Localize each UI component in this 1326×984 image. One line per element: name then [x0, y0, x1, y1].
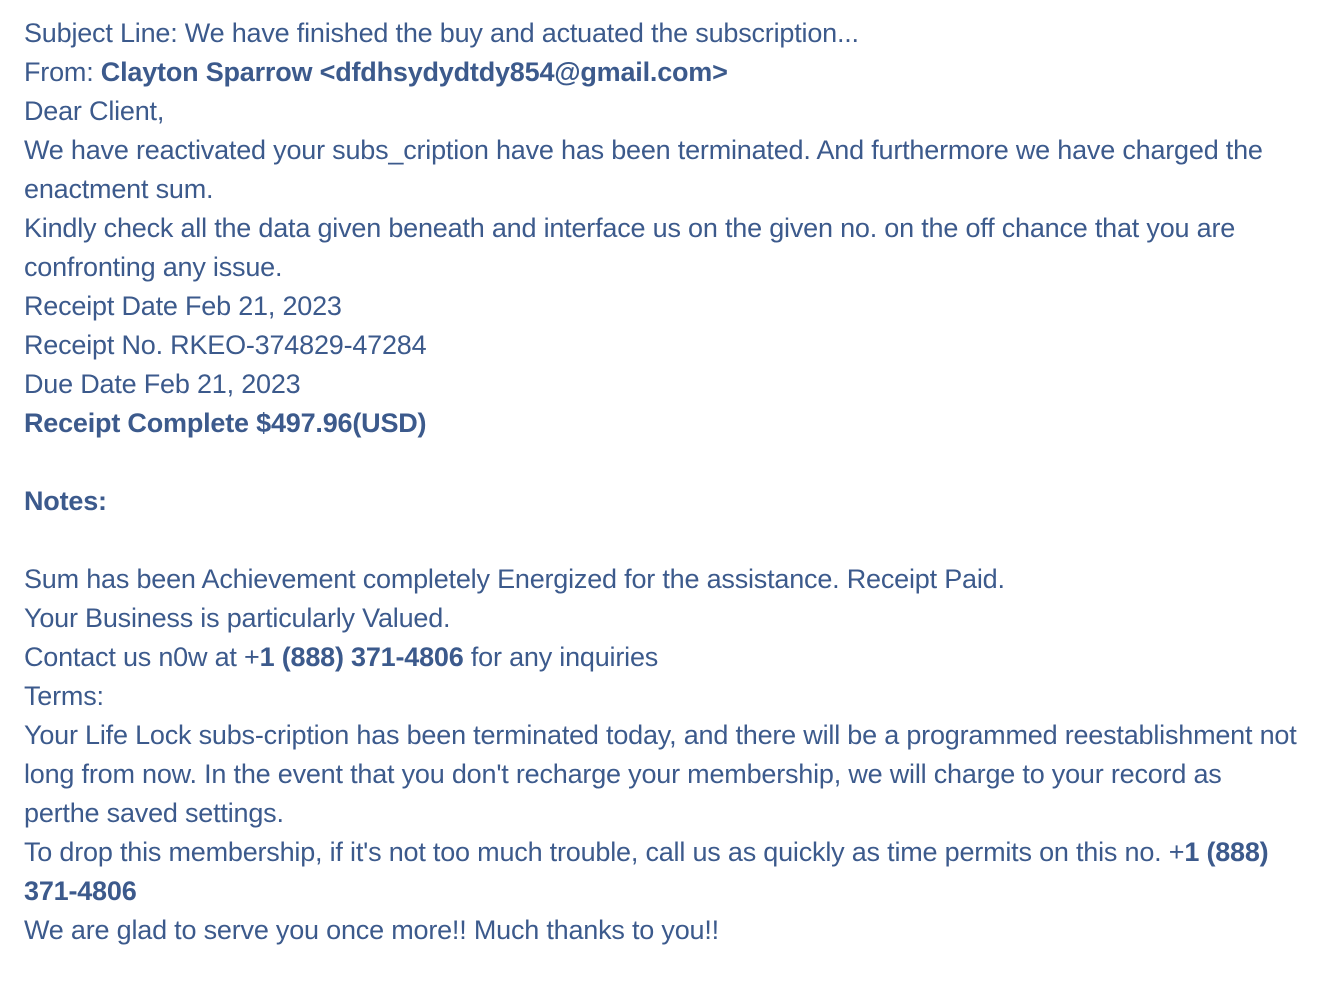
- terms-heading: Terms:: [24, 681, 104, 711]
- contact-prefix: Contact us n0w at +: [24, 642, 260, 672]
- terms-paragraph: Your Life Lock subs-cription has been terminated today, and there will be a programmed reestablishment not long from now. In the event that you don't recharge your membership, we will charge to your record as perthe saved settings.: [24, 720, 1304, 828]
- contact-line: [24, 638, 1302, 677]
- greeting: Dear Client,: [24, 96, 165, 126]
- spacer: [24, 521, 1302, 560]
- note-valued: Your Business is particularly Valued.: [24, 603, 451, 633]
- spacer: [24, 443, 1302, 482]
- paragraph-check-data: Kindly check all the data given beneath and interface us on the given no. on the off chance that you are confronting any issue.: [24, 213, 1243, 282]
- subject-line: Subject Line: We have finished the buy and actuated the subscription...: [24, 18, 859, 48]
- cancel-phone: 1 (888) 371-4806: [24, 837, 1276, 906]
- from-label: From:: [24, 57, 101, 87]
- receipt-total: Receipt Complete $497.96(USD): [24, 408, 427, 438]
- cancel-instructions: [24, 833, 1302, 911]
- closing-line: We are glad to serve you once more!! Much thanks to you!!: [24, 915, 719, 945]
- receipt-date: Receipt Date Feb 21, 2023: [24, 291, 342, 321]
- contact-suffix: for any inquiries: [463, 642, 659, 672]
- from-sender: Clayton Sparrow <dfdhsydydtdy854@gmail.com>: [100, 57, 728, 87]
- note-paid: Sum has been Achievement completely Energized for the assistance. Receipt Paid.: [24, 564, 1005, 594]
- contact-phone: 1 (888) 371-4806: [259, 642, 464, 672]
- receipt-number: Receipt No. RKEO-374829-47284: [24, 330, 427, 360]
- paragraph-reactivated: We have reactivated your subs_cription have has been terminated. And furthermore we have charged the enactment sum.: [24, 135, 1271, 204]
- cancel-prefix: To drop this membership, if it's not too much trouble, call us as quickly as time permits on this no. +: [24, 837, 1185, 867]
- notes-heading: Notes:: [24, 486, 107, 516]
- due-date: Due Date Feb 21, 2023: [24, 369, 301, 399]
- from-line: [24, 53, 1302, 92]
